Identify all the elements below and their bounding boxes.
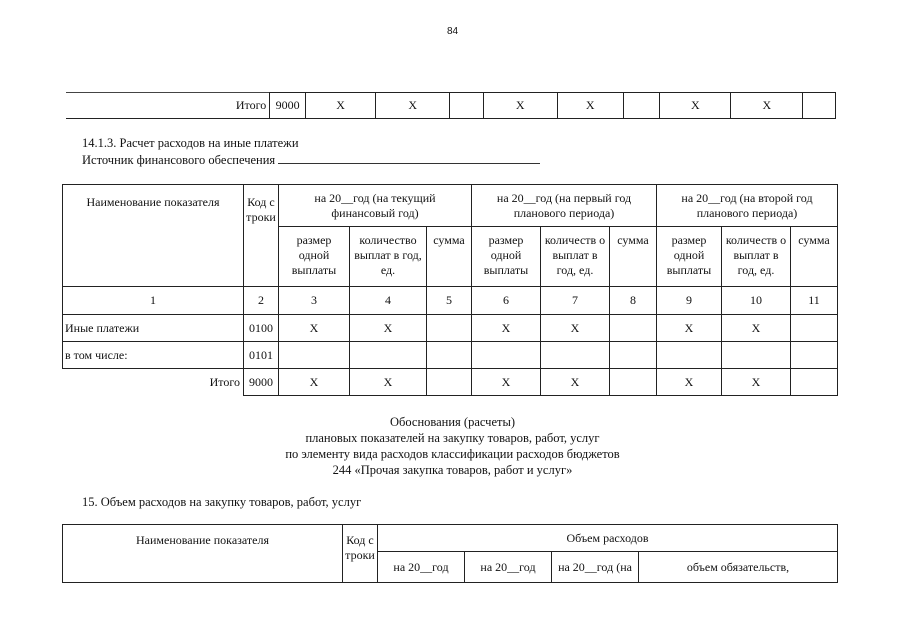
row-cell <box>610 342 657 369</box>
row-cell <box>472 342 541 369</box>
vol-header-obligations: объем обязательств, <box>639 552 838 583</box>
other-payments-table <box>62 184 838 396</box>
row-name: Иные платежи <box>63 315 244 342</box>
row-cell: X <box>541 369 610 396</box>
row-cell <box>791 369 838 396</box>
row-name: в том числе: <box>63 342 244 369</box>
vol-header-year: на 20__год (на <box>552 552 639 583</box>
header-payment-count: количество выплат в год, ед. <box>350 227 427 287</box>
section-15-title: 15. Объем расходов на закупку товаров, работ, услуг <box>82 495 362 509</box>
total-cell: X <box>376 93 450 119</box>
row-cell: X <box>722 369 791 396</box>
row-cell <box>610 369 657 396</box>
row-cell: X <box>350 369 427 396</box>
header-payment-count: количеств о выплат в год, ед. <box>722 227 791 287</box>
column-number: 9 <box>657 287 722 315</box>
row-cell <box>722 342 791 369</box>
row-code: 0100 <box>244 315 279 342</box>
row-cell: X <box>657 315 722 342</box>
row-cell: X <box>722 315 791 342</box>
header-payment-size: размер одной выплаты <box>657 227 722 287</box>
section-14-1-3-title: 14.1.3. Расчет расходов на иные платежи <box>82 136 299 150</box>
row-cell: X <box>541 315 610 342</box>
total-cell <box>803 93 836 119</box>
funding-source-blank <box>278 152 540 164</box>
funding-source-line <box>82 152 540 168</box>
column-number: 4 <box>350 287 427 315</box>
justification-line: Обоснования (расчеты) <box>389 415 516 429</box>
vol-header-name: Наименование показателя <box>63 525 343 583</box>
header-sum: сумма <box>427 227 472 287</box>
table-row <box>63 315 838 342</box>
header-payment-size: размер одной выплаты <box>279 227 350 287</box>
justification-line: 244 «Прочая закупка товаров, работ и услуг» <box>332 463 573 477</box>
total-cell <box>450 93 484 119</box>
header-payment-count: количеств о выплат в год, ед. <box>541 227 610 287</box>
row-cell <box>427 369 472 396</box>
total-cell: X <box>660 93 731 119</box>
justification-line: по элементу вида расходов классификации расходов бюджетов <box>285 447 620 461</box>
header-year-second: на 20__год (на второй год планового периода) <box>657 185 838 227</box>
vol-header-code: Код строки <box>343 525 378 583</box>
row-cell: X <box>279 369 350 396</box>
header-name: Наименование показателя <box>63 185 244 287</box>
column-number: 2 <box>244 287 279 315</box>
header-year-current: на 20__год (на текущий финансовый год) <box>279 185 472 227</box>
total-cell: X <box>483 93 557 119</box>
row-cell: X <box>472 315 541 342</box>
row-name: Итого <box>63 369 244 396</box>
table-row <box>63 369 838 396</box>
row-cell <box>541 342 610 369</box>
row-cell <box>427 315 472 342</box>
justification-line: плановых показателей на закупку товаров, работ, услуг <box>305 431 600 445</box>
column-number: 5 <box>427 287 472 315</box>
top-total-table <box>66 92 836 119</box>
vol-header-volume: Объем расходов <box>378 525 838 552</box>
total-cell: X <box>306 93 376 119</box>
row-cell <box>610 315 657 342</box>
justification-heading <box>0 414 905 478</box>
total-label: Итого <box>66 93 270 119</box>
column-number: 10 <box>722 287 791 315</box>
table-row <box>63 342 838 369</box>
column-number: 1 <box>63 287 244 315</box>
row-cell <box>657 342 722 369</box>
row-cell: X <box>279 315 350 342</box>
header-payment-size: размер одной выплаты <box>472 227 541 287</box>
header-sum: сумма <box>610 227 657 287</box>
row-cell <box>427 342 472 369</box>
row-cell <box>279 342 350 369</box>
column-number: 8 <box>610 287 657 315</box>
row-cell <box>350 342 427 369</box>
purchase-volume-table <box>62 524 838 583</box>
vol-header-year: на 20__год <box>378 552 465 583</box>
total-cell: X <box>731 93 803 119</box>
total-code: 9000 <box>270 93 306 119</box>
row-cell <box>791 342 838 369</box>
row-cell: X <box>472 369 541 396</box>
column-number: 3 <box>279 287 350 315</box>
row-cell: X <box>657 369 722 396</box>
vol-header-year: на 20__год <box>465 552 552 583</box>
funding-source-label: Источник финансового обеспечения <box>82 153 276 167</box>
column-number: 6 <box>472 287 541 315</box>
header-sum: сумма <box>791 227 838 287</box>
total-cell: X <box>557 93 623 119</box>
row-cell <box>791 315 838 342</box>
row-cell: X <box>350 315 427 342</box>
column-number: 7 <box>541 287 610 315</box>
row-code: 9000 <box>244 369 279 396</box>
header-year-first: на 20__год (на первый год планового периода) <box>472 185 657 227</box>
page-number: 84 <box>446 26 459 37</box>
header-code: Код строки <box>244 185 279 287</box>
column-number: 11 <box>791 287 838 315</box>
total-cell <box>623 93 659 119</box>
row-code: 0101 <box>244 342 279 369</box>
